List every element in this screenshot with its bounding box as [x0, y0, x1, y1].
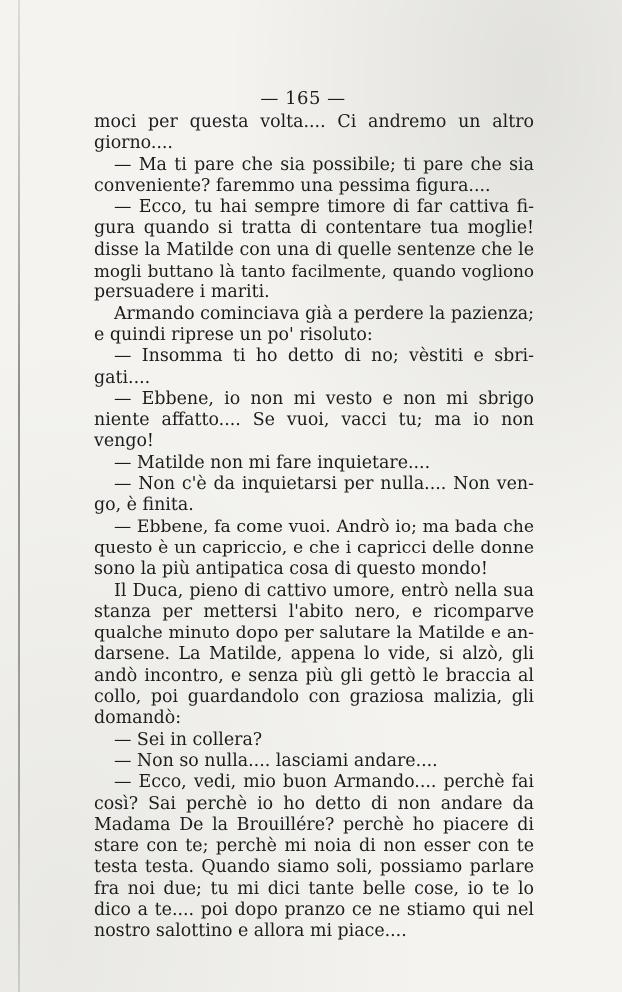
text-line: — Ecco, tu hai sempre timore di far cattiva fi-	[114, 197, 534, 218]
text-line: Madama De la Brouillére? perchè ho piacere di	[94, 814, 534, 835]
text-line: questo è un capriccio, e che i capricci delle donne	[94, 537, 534, 558]
text-line: — Ebbene, fa come vuoi. Andrò io; ma bada che	[114, 516, 534, 537]
text-line: così? Sai perchè io ho detto di non andare da	[94, 793, 534, 814]
text-line: andò incontro, e senza più gli gettò le braccia al	[94, 665, 534, 686]
text-line: — Non so nulla.... lasciami andare....	[114, 750, 438, 771]
text-line: moci per questa volta.... Ci andremo un altro	[94, 112, 534, 132]
text-line: stanza per mettersi l'abito nero, e ricomparve	[94, 601, 534, 622]
text-line: go, è finita.	[94, 495, 194, 516]
text-line: dico a te.... poi dopo pranzo ce ne stiamo qui nel	[94, 899, 534, 920]
text-line: fra noi due; tu mi dici tante belle cose, io te lo	[94, 878, 534, 899]
text-line: disse la Matilde con una di quelle sentenze che le	[94, 239, 534, 260]
text-line: conveniente? faremmo una pessima figura....	[94, 175, 491, 196]
text-line: giorno....	[94, 133, 173, 154]
text-line: Armando cominciava già a perdere la pazienza;	[114, 303, 534, 324]
text-line: gura quando si tratta di contentare tua moglie!	[94, 218, 534, 239]
text-line: mogli buttano là tanto facilmente, quando vogliono	[94, 261, 534, 282]
text-line: vengo!	[94, 431, 154, 452]
text-line: — Insomma ti ho detto di no; vèstiti e sbri-	[114, 346, 534, 367]
text-line: darsene. La Matilde, appena lo vide, si alzò, gli	[94, 644, 534, 665]
text-line: nostro salottino e allora mi piace....	[94, 921, 407, 942]
text-line: e quindi riprese un po' risoluto:	[94, 324, 373, 345]
text-line: — Ma ti pare che sia possibile; ti pare che sia	[114, 154, 534, 175]
text-line: — Sei in collera?	[114, 729, 263, 750]
page-binding-edge	[18, 0, 20, 992]
text-line: testa testa. Quando siamo soli, possiamo parlare	[94, 857, 534, 878]
text-line: — Matilde non mi fare inquietare....	[114, 452, 431, 473]
text-line: qualche minuto dopo per salutare la Matilde e an-	[94, 623, 534, 644]
text-line: stare con te; perchè mi noia di non esser con te	[94, 836, 534, 857]
body-text	[94, 112, 534, 943]
text-line: gati....	[94, 367, 151, 388]
text-line: domandò:	[94, 708, 182, 729]
text-line: Il Duca, pieno di cattivo umore, entrò nella sua	[114, 580, 534, 601]
text-line: sono la più antipatica cosa di questo mondo!	[94, 559, 488, 580]
text-line: — Non c'è da inquietarsi per nulla.... Non ven-	[114, 474, 534, 495]
text-line: — Ebbene, io non mi vesto e non mi sbrigo	[114, 388, 534, 409]
text-line: persuadere i mariti.	[94, 282, 270, 303]
page-number: — 165 —	[260, 88, 346, 109]
text-line: niente affatto.... Se vuoi, vacci tu; ma io non	[94, 410, 534, 431]
text-line: collo, poi guardandolo con graziosa malizia, gli	[94, 687, 534, 708]
text-line: — Ecco, vedi, mio buon Armando.... perchè fai	[114, 772, 534, 793]
